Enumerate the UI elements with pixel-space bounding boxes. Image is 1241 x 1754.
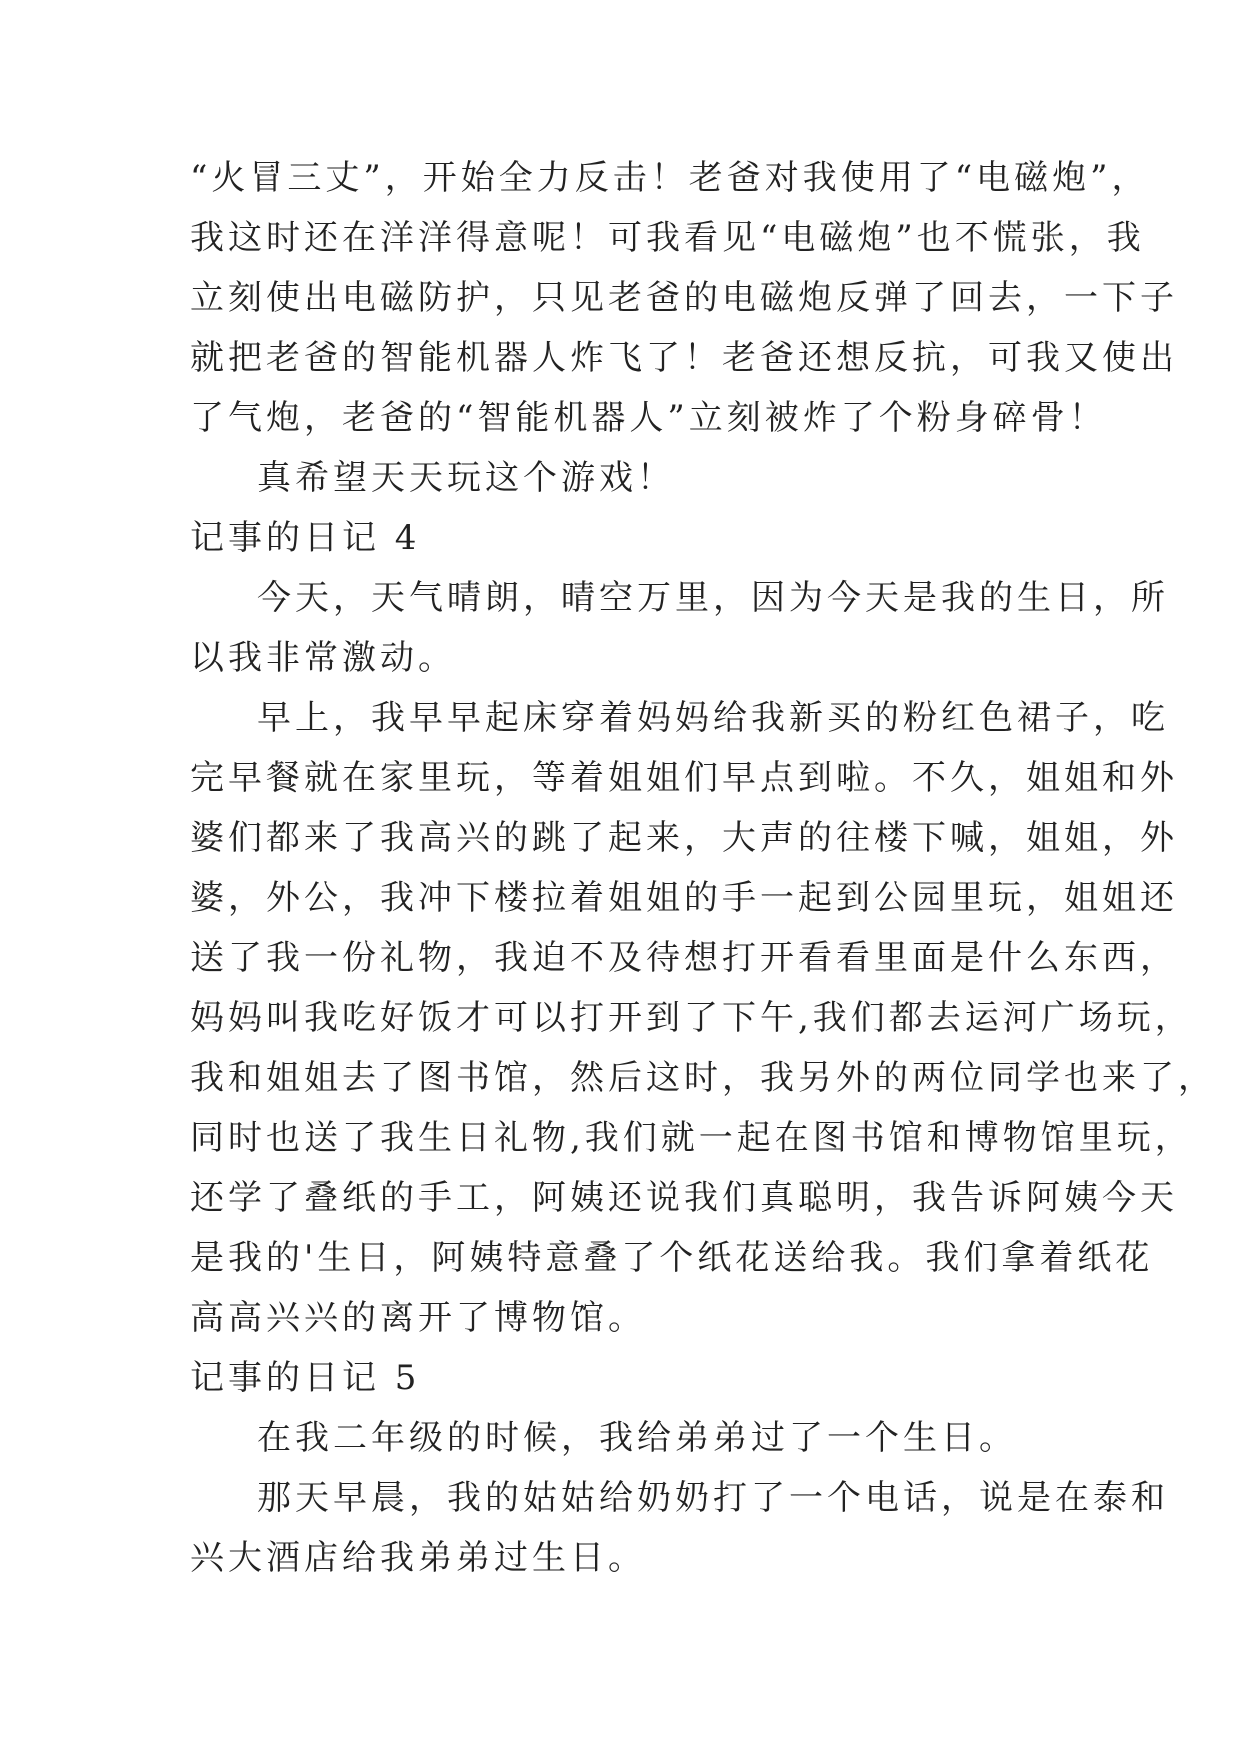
text-line: 早上，我早早起床穿着妈妈给我新买的粉红色裙子，吃: [257, 698, 1169, 738]
text-line: 就把老爸的智能机器人炸飞了！老爸还想反抗，可我又使出: [190, 338, 1178, 378]
text-line: 婆，外公，我冲下楼拉着姐姐的手一起到公园里玩，姐姐还: [190, 878, 1178, 918]
text-line: 同时也送了我生日礼物,我们就一起在图书馆和博物馆里玩，: [190, 1118, 1193, 1158]
text-line: “火冒三丈”，开始全力反击！老爸对我使用了“电磁炮”，: [190, 158, 1150, 198]
text-line: 我这时还在洋洋得意呢！可我看见“电磁炮”也不慌张，我: [190, 218, 1145, 258]
text-line: 那天早晨，我的姑姑给奶奶打了一个电话，说是在泰和: [257, 1478, 1169, 1518]
text-line: 完早餐就在家里玩，等着姐姐们早点到啦。不久，姐姐和外: [190, 758, 1178, 798]
text-line: 高高兴兴的离开了博物馆。: [190, 1298, 646, 1338]
section-heading: 记事的日记 5: [190, 1358, 421, 1398]
text-line: 送了我一份礼物，我迫不及待想打开看看里面是什么东西，: [190, 938, 1178, 978]
text-line: 立刻使出电磁防护，只见老爸的电磁炮反弹了回去，一下子: [190, 278, 1178, 318]
text-line: 兴大酒店给我弟弟过生日。: [190, 1538, 646, 1578]
section-heading: 记事的日记 4: [190, 518, 421, 558]
text-line: 今天，天气晴朗，晴空万里，因为今天是我的生日，所: [257, 578, 1169, 618]
text-line: 我和姐姐去了图书馆，然后这时，我另外的两位同学也来了，: [190, 1058, 1216, 1098]
text-line: 了气炮，老爸的“智能机器人”立刻被炸了个粉身碎骨！: [190, 398, 1107, 438]
text-line: 婆们都来了我高兴的跳了起来，大声的往楼下喊，姐姐，外: [190, 818, 1178, 858]
text-line: 以我非常激动。: [190, 638, 456, 678]
text-line: 还学了叠纸的手工，阿姨还说我们真聪明，我告诉阿姨今天: [190, 1178, 1178, 1218]
text-line: 是我的'生日，阿姨特意叠了个纸花送给我。我们拿着纸花: [190, 1238, 1154, 1278]
text-line: 真希望天天玩这个游戏！: [257, 458, 675, 498]
text-line: 妈妈叫我吃好饭才可以打开到了下午,我们都去运河广场玩，: [190, 998, 1193, 1038]
text-line: 在我二年级的时候，我给弟弟过了一个生日。: [257, 1418, 1017, 1458]
